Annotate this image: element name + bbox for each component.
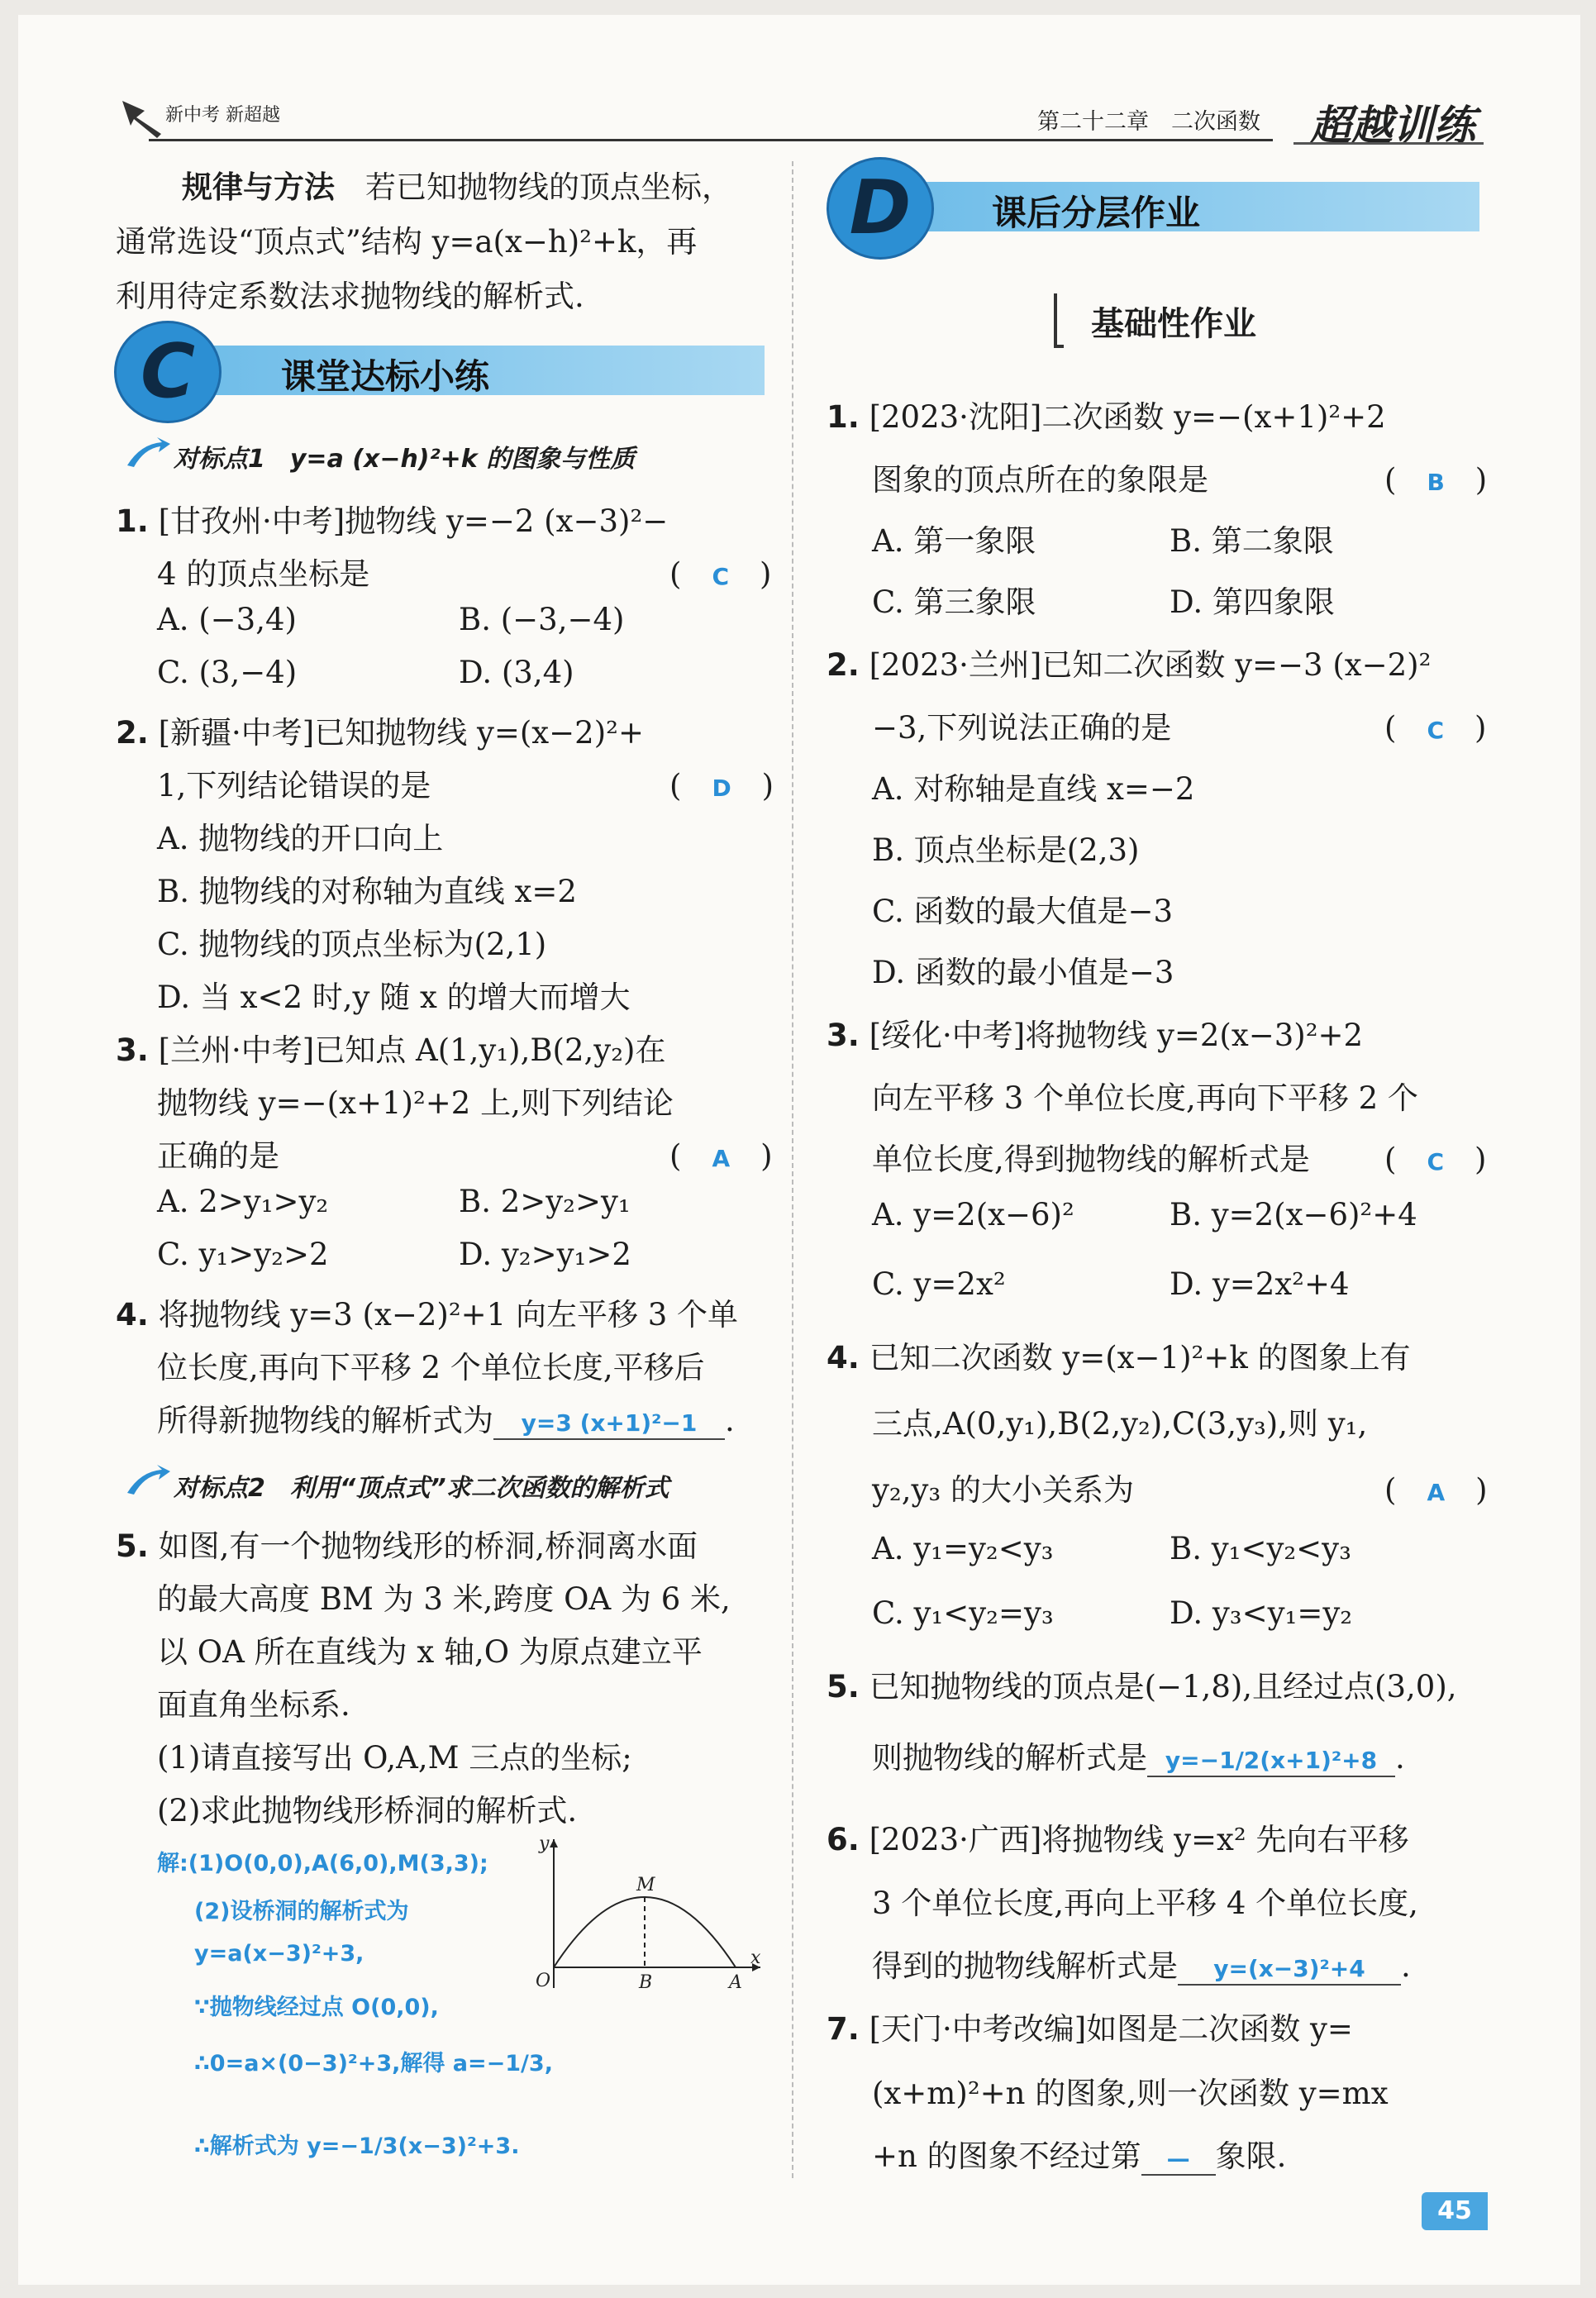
brand-small-text: 新中考 新超越 — [165, 105, 280, 126]
rq5-text-1: 已知抛物线的顶点是(−1,8),且经过点(3,0), — [869, 1669, 1457, 1704]
rq6-blank — [1178, 1948, 1401, 1986]
rule-line-3: 利用待定系数法求抛物线的解析式. — [116, 279, 584, 314]
lq3-opt-a: A. 2>y₁>y₂ — [157, 1184, 329, 1219]
rq3-num: 3. — [827, 1018, 860, 1053]
rq4-line-1 — [827, 1333, 1411, 1377]
rq1-answer-box: ( B ) — [1384, 462, 1488, 498]
lq5-line-4: 面直角坐标系. — [157, 1687, 350, 1723]
rq1-opt-a: A. 第一象限 — [872, 523, 1036, 559]
rq3-line-1 — [827, 1010, 1363, 1055]
rq6-text-1: [2023·广西]将抛物线 y=x² 先向右平移 — [869, 1822, 1409, 1857]
lq1-opt-c: C. (3,−4) — [157, 655, 298, 690]
lq3-line-1 — [116, 1025, 665, 1070]
rq7-blank — [1141, 2138, 1216, 2176]
rq4-line-2: 三点,A(0,y₁),B(2,y₂),C(3,y₃),则 y₁, — [872, 1406, 1368, 1442]
lq5-line-3: 以 OA 所在直线为 x 轴,O 为原点建立平 — [157, 1634, 703, 1670]
section-c-title: 课堂达标小练 — [281, 356, 490, 397]
solution-line-6: ∴解析式为 y=−1/3(x−3)²+3. — [194, 2134, 520, 2159]
rq4-answer: A — [1427, 1479, 1446, 1506]
fig-y-label: y — [539, 1833, 550, 1854]
rule-text-1: 若已知抛物线的顶点坐标， — [365, 169, 732, 205]
lq2-text-1: [新疆·中考]已知抛物线 y=(x−2)²+ — [158, 715, 644, 751]
rq4-opt-a: A. y₁=y₂<y₃ — [872, 1531, 1054, 1566]
brand-arrow-icon — [116, 93, 165, 142]
lq1-line-1 — [116, 496, 668, 541]
lq2-line-2: 1,下列结论错误的是 — [157, 768, 431, 803]
section-c-letter: C — [140, 328, 196, 415]
lq4-line-3: 所得新抛物线的解析式为 y=3 (x+1)²−1 . — [157, 1403, 735, 1438]
rq3-opt-a: A. y=2(x−6)² — [872, 1197, 1074, 1232]
header-rule-right — [1293, 142, 1484, 145]
rq2-opt-b: B. 顶点坐标是(2,3) — [872, 832, 1140, 868]
lq2-num: 2. — [116, 715, 149, 751]
rq5-answer: y=−1/2(x+1)²+8 — [1165, 1747, 1378, 1774]
lq1-answer: C — [712, 563, 729, 590]
lq5-num: 5. — [116, 1528, 149, 1564]
rq3-answer: C — [1427, 1148, 1444, 1175]
lq3-num: 3. — [116, 1032, 149, 1068]
fig-a-label: A — [729, 1972, 742, 1993]
rq7-tail: 象限. — [1215, 2138, 1287, 2174]
tag-1: 对标点1 y=a (x−h)²+k 的图象与性质 — [174, 445, 636, 474]
lq3-answer-box: ( A ) — [669, 1138, 773, 1174]
lq1-opt-b: B. (−3,−4) — [459, 602, 625, 637]
rq7-num: 7. — [827, 2011, 860, 2047]
lq2-answer-box: ( D ) — [669, 768, 774, 803]
lq1-opt-a: A. (−3,4) — [157, 602, 297, 637]
rq6-answer: y=(x−3)²+4 — [1213, 1955, 1365, 1982]
rq6-line-1 — [827, 1814, 1409, 1859]
rq5-text-2: 则抛物线的解析式是 — [872, 1740, 1147, 1776]
rule-label: 规律与方法 — [182, 169, 335, 205]
section-d-letter: D — [849, 164, 912, 251]
rq2-line-1 — [827, 640, 1431, 684]
fig-o-label: O — [536, 1971, 551, 1991]
rq1-line-1 — [827, 392, 1386, 436]
rq7-text-3: +n 的图象不经过第 — [872, 2138, 1141, 2174]
solution-line-4: ∵抛物线经过点 O(0,0), — [194, 1995, 439, 2020]
tag-arrow-icon — [124, 436, 172, 469]
rq4-num: 4. — [827, 1340, 860, 1375]
lq1-text-1: [甘孜州·中考]抛物线 y=−2 (x−3)²− — [158, 503, 669, 539]
rq2-answer: C — [1427, 717, 1444, 744]
rq2-line-2: −3,下列说法正确的是 — [872, 710, 1172, 746]
solution-line-2: (2)设桥洞的解析式为 — [194, 1899, 409, 1924]
page-number: 45 — [1422, 2192, 1488, 2230]
rq7-line-1 — [827, 2004, 1353, 2048]
solution-line-5: ∴0=a×(0−3)²+3,解得 a=−1/3, — [194, 2051, 553, 2076]
rq2-opt-c: C. 函数的最大值是−3 — [872, 894, 1174, 929]
lq3-answer: A — [712, 1145, 731, 1172]
lq4-line-1 — [116, 1290, 738, 1334]
lq3-line-2: 抛物线 y=−(x+1)²+2 上,则下列结论 — [157, 1085, 674, 1121]
lq1-num: 1. — [116, 503, 149, 539]
lq5-line-5: (1)请直接写出 O,A,M 三点的坐标; — [157, 1740, 632, 1776]
lq2-opt-b: B. 抛物线的对称轴为直线 x=2 — [157, 874, 577, 909]
fig-m-label: M — [636, 1875, 655, 1895]
rq4-answer-box: ( A ) — [1384, 1472, 1488, 1508]
lq2-opt-c: C. 抛物线的顶点坐标为(2,1) — [157, 927, 547, 962]
lq4-text-1: 将抛物线 y=3 (x−2)²+1 向左平移 3 个单 — [158, 1297, 739, 1333]
rule-line-1 — [182, 162, 732, 207]
lq5-line-2: 的最大高度 BM 为 3 米,跨度 OA 为 6 米, — [157, 1581, 731, 1617]
rq4-opt-c: C. y₁<y₂=y₃ — [872, 1595, 1054, 1631]
solution-line-3: y=a(x−3)²+3, — [194, 1941, 364, 1967]
lq4-text-3: 所得新抛物线的解析式为 — [157, 1403, 493, 1438]
header-rule — [149, 139, 1273, 141]
rq4-line-3: y₂,y₃ 的大小关系为 — [872, 1472, 1134, 1508]
fig-b-label: B — [639, 1972, 653, 1993]
rq2-text-1: [2023·兰州]已知二次函数 y=−3 (x−2)² — [869, 647, 1432, 683]
lq3-opt-b: B. 2>y₂>y₁ — [459, 1184, 631, 1219]
tag-arrow-icon — [124, 1463, 172, 1496]
rq7-answer: — — [1166, 2145, 1190, 2172]
rq1-opt-c: C. 第三象限 — [872, 584, 1036, 620]
rq3-text-1: [绥化·中考]将抛物线 y=2(x−3)²+2 — [869, 1018, 1364, 1053]
section-c-badge — [114, 321, 222, 423]
lq3-opt-d: D. y₂>y₁>2 — [459, 1237, 631, 1272]
section-d-title: 课后分层作业 — [992, 193, 1201, 233]
rq6-text-3: 得到的抛物线解析式是 — [872, 1948, 1178, 1984]
rq1-text-1: [2023·沈阳]二次函数 y=−(x+1)²+2 — [869, 399, 1386, 435]
rq4-opt-b: B. y₁<y₂<y₃ — [1170, 1531, 1351, 1566]
lq2-answer: D — [712, 775, 731, 802]
rq3-opt-d: D. y=2x²+4 — [1170, 1266, 1350, 1302]
section-d-badge — [827, 157, 934, 260]
lq4-num: 4. — [116, 1297, 149, 1333]
sub-title: 基础性作业 — [1091, 305, 1256, 343]
brand-title: 超越训练 — [1310, 102, 1475, 150]
rq3-line-2: 向左平移 3 个单位长度,再向下平移 2 个 — [872, 1080, 1418, 1116]
rq1-line-2: 图象的顶点所在的象限是 — [872, 462, 1208, 498]
lq1-opt-d: D. (3,4) — [459, 655, 574, 690]
rq2-opt-d: D. 函数的最小值是−3 — [872, 955, 1174, 990]
rq3-answer-box: ( C ) — [1384, 1142, 1487, 1177]
rq7-line-2: (x+m)²+n 的图象,则一次函数 y=mx — [872, 2076, 1389, 2111]
rq3-opt-b: B. y=2(x−6)²+4 — [1170, 1197, 1417, 1232]
rq2-opt-a: A. 对称轴是直线 x=−2 — [872, 771, 1195, 807]
rq3-opt-c: C. y=2x² — [872, 1266, 1006, 1302]
fig-x-label: x — [750, 1948, 761, 1968]
subtitle-bracket — [1054, 293, 1064, 348]
rq7-line-3 — [872, 2131, 1286, 2176]
lq2-opt-a: A. 抛物线的开口向上 — [157, 821, 444, 856]
lq3-text-1: [兰州·中考]已知点 A(1,y₁),B(2,y₂)在 — [158, 1032, 666, 1068]
rq5-num: 5. — [827, 1669, 860, 1704]
rq1-opt-d: D. 第四象限 — [1170, 584, 1335, 620]
rq5-line-2: 则抛物线的解析式是 y=−1/2(x+1)²+8 . — [872, 1740, 1405, 1776]
rq6-num: 6. — [827, 1822, 860, 1857]
rq4-opt-d: D. y₃<y₁=y₂ — [1170, 1595, 1353, 1631]
rule-line-2: 通常选设“顶点式”结构 y=a(x−h)²+k，再 — [116, 224, 698, 260]
lq5-line-6: (2)求此抛物线形桥洞的解析式. — [157, 1793, 578, 1828]
lq2-line-1 — [116, 708, 644, 752]
rq5-line-1 — [827, 1662, 1457, 1706]
rq1-answer: B — [1427, 469, 1445, 496]
tag-2: 对标点2 利用“顶点式”求二次函数的解析式 — [174, 1474, 669, 1503]
rq1-opt-b: B. 第二象限 — [1170, 523, 1334, 559]
solution-line-1: 解:(1)O(0,0),A(6,0),M(3,3); — [157, 1851, 488, 1876]
lq5-text-1: 如图,有一个抛物线形的桥洞,桥洞离水面 — [158, 1528, 698, 1564]
rq5-blank — [1147, 1740, 1395, 1777]
rq6-line-3: 得到的抛物线解析式是 y=(x−3)²+4 . — [872, 1948, 1411, 1984]
parabola-figure — [521, 1831, 769, 2005]
rq6-line-2: 3 个单位长度,再向上平移 4 个单位长度, — [872, 1886, 1418, 1921]
rq2-answer-box: ( C ) — [1384, 710, 1487, 746]
chapter-title: 第二十二章 二次函数 — [1037, 109, 1260, 135]
rq2-num: 2. — [827, 647, 860, 683]
lq5-line-1 — [116, 1521, 698, 1566]
lq3-opt-c: C. y₁>y₂>2 — [157, 1237, 329, 1272]
rq1-num: 1. — [827, 399, 860, 435]
rq3-line-3: 单位长度,得到抛物线的解析式是 — [872, 1142, 1310, 1177]
lq1-line-2: 4 的顶点坐标是 — [157, 556, 370, 592]
lq4-line-2: 位长度,再向下平移 2 个单位长度,平移后 — [157, 1350, 705, 1385]
lq4-blank — [493, 1403, 725, 1440]
lq2-opt-d: D. 当 x<2 时,y 随 x 的增大而增大 — [157, 980, 631, 1015]
lq1-answer-box: ( C ) — [669, 556, 772, 592]
lq4-answer: y=3 (x+1)²−1 — [521, 1409, 698, 1437]
column-divider — [792, 161, 793, 2178]
lq3-line-3: 正确的是 — [157, 1138, 279, 1174]
rq4-text-1: 已知二次函数 y=(x−1)²+k 的图象上有 — [869, 1340, 1411, 1375]
rq7-text-1: [天门·中考改编]如图是二次函数 y= — [869, 2011, 1353, 2047]
